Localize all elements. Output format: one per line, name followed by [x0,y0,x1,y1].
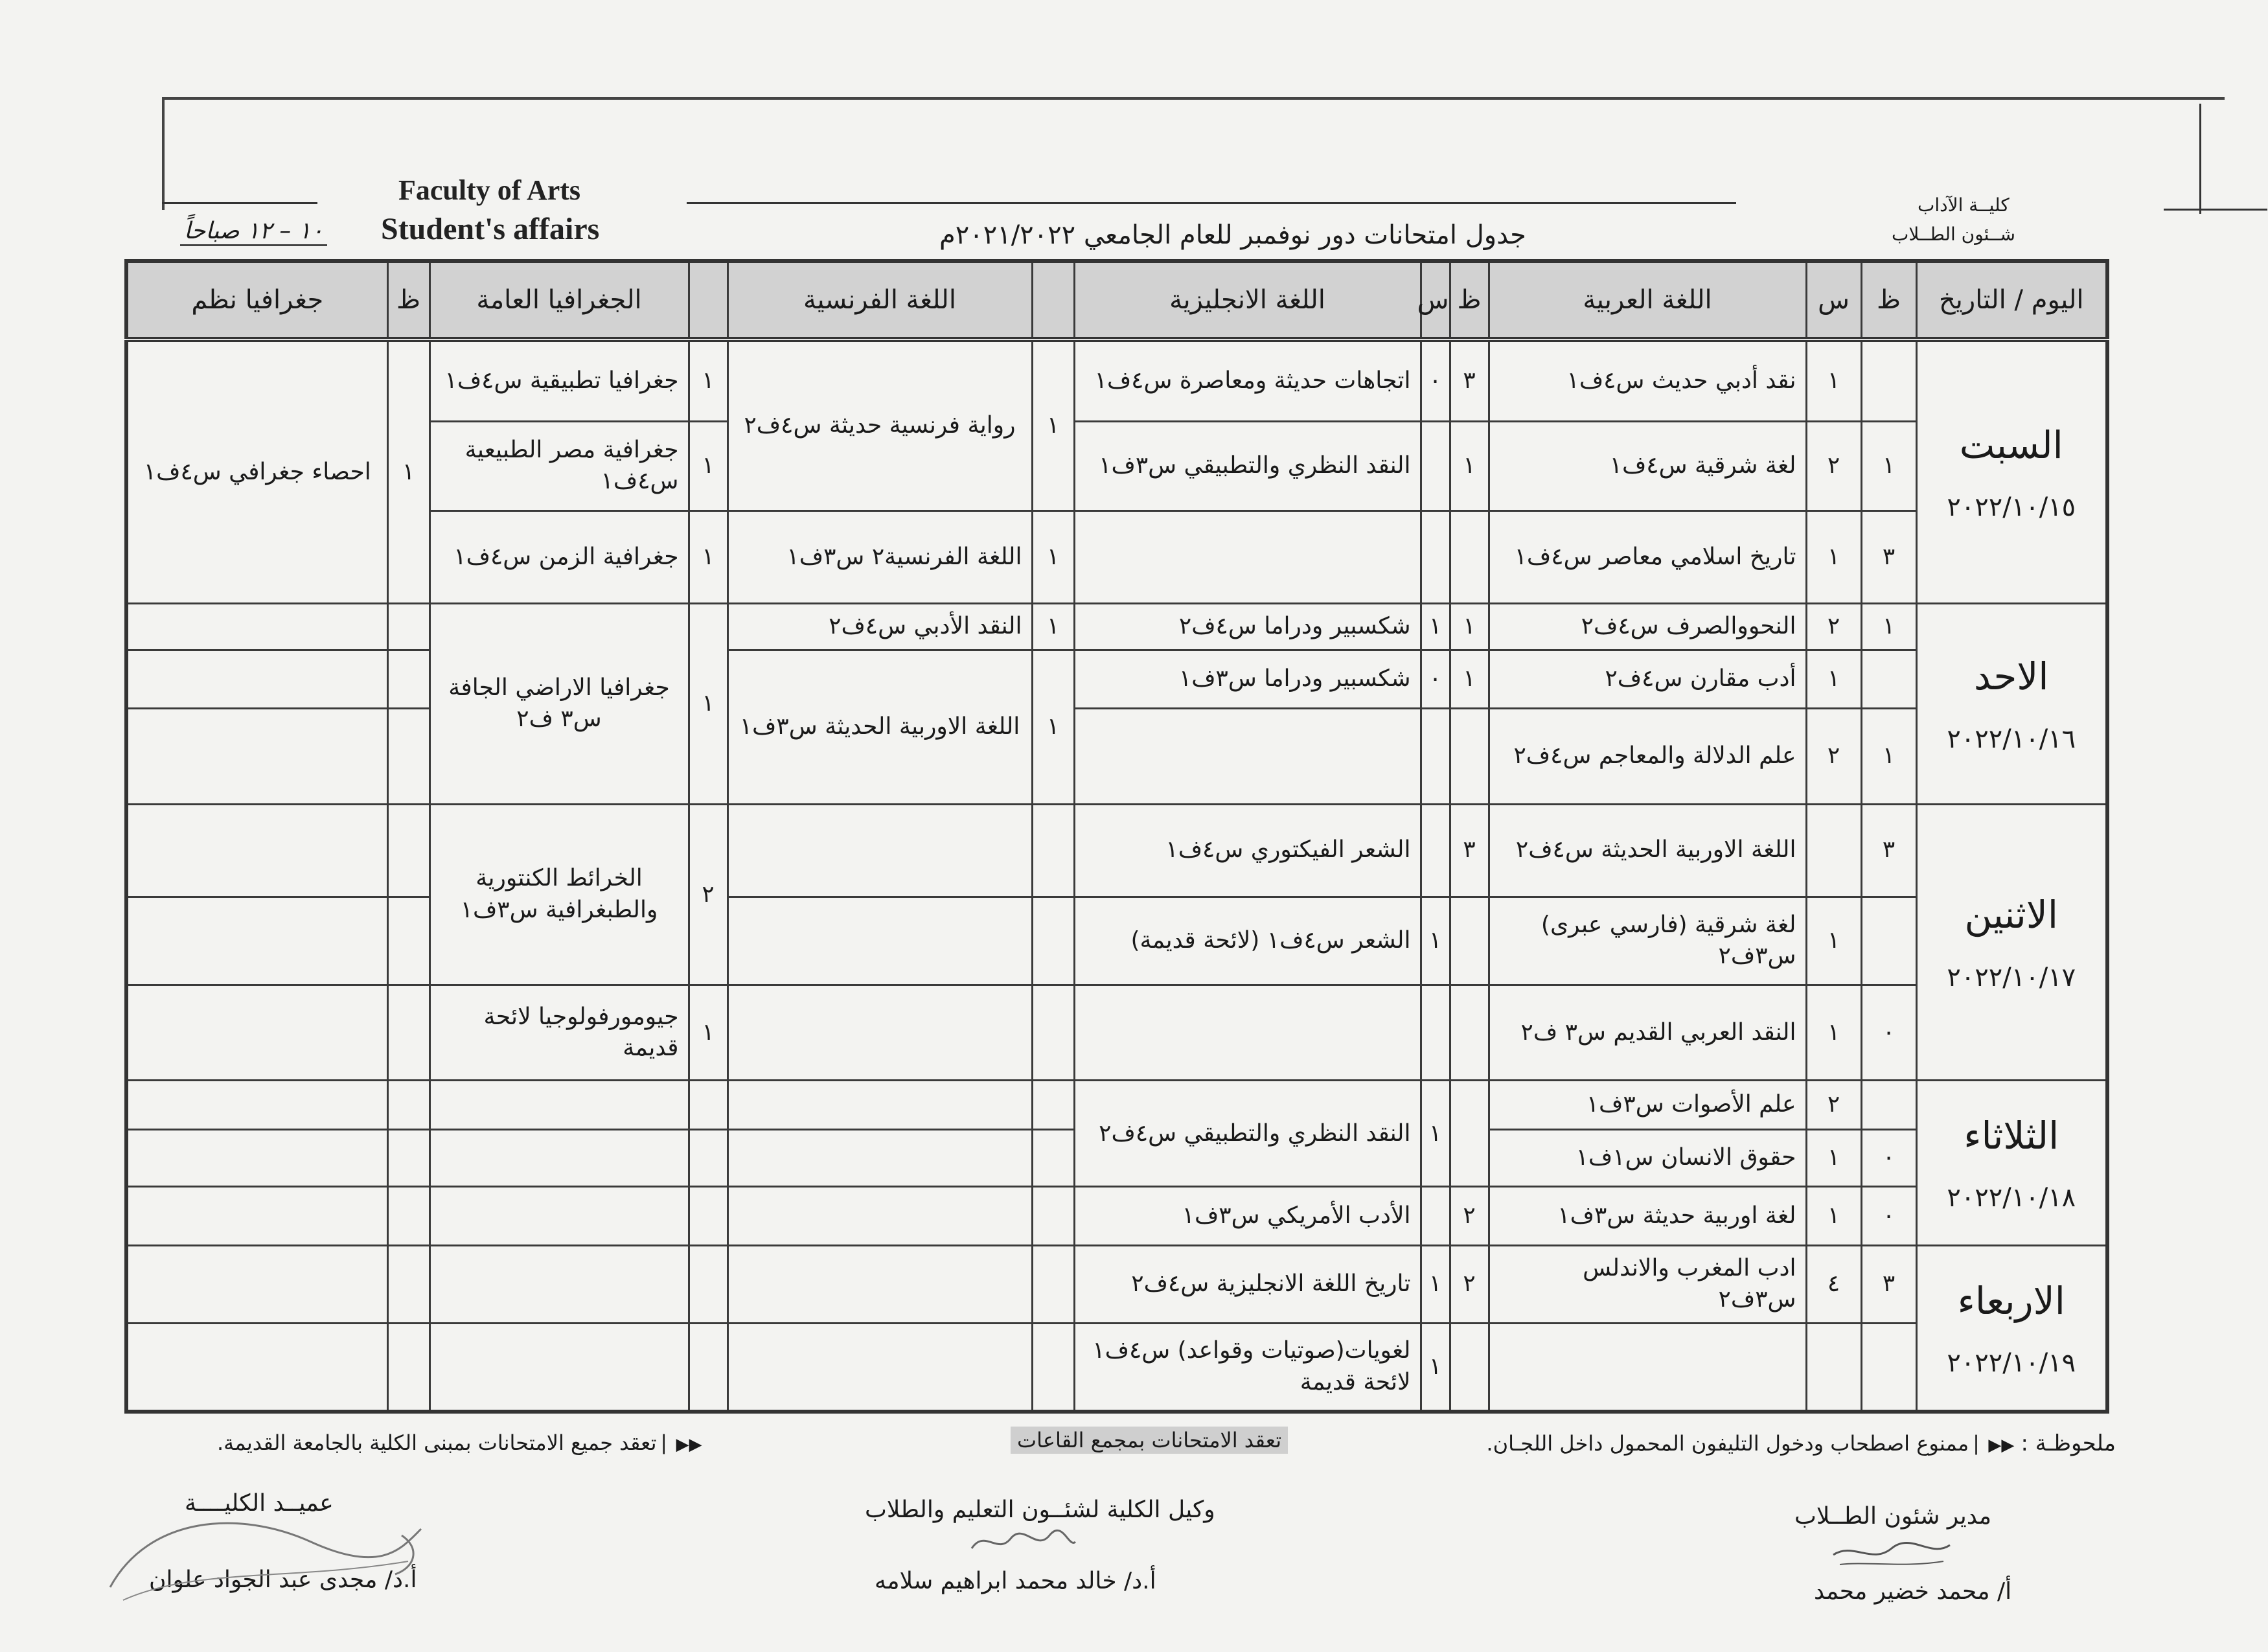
note-halls-text: تعقد الامتحانات بمجمع القاعات [1017,1428,1282,1452]
dean-title: عميــد الكليــــة [185,1490,334,1517]
day-date: ٢٠٢٢/١٠/١٨ [1947,1183,2076,1213]
cell-gs-z [387,897,430,985]
cell-geo-general: جغرافيا الاراضي الجافة س٣ ف٢ [430,604,689,804]
cell-gs-z [387,804,430,897]
cell-english: الشعر س٤ف١ (لائحة قديمة) [1074,897,1421,985]
dean-signature-icon [97,1490,434,1620]
cell-en-s: ١ [1421,604,1450,650]
affairs-ar: شــئون الطــلاب [1892,224,2015,245]
cell-geo-systems [126,1323,387,1412]
vice-signature-icon [965,1516,1082,1568]
cell-z: ٣ [1861,511,1916,604]
cell-gs-z [387,604,430,650]
cell-geo-general [430,1323,689,1412]
table-row [126,650,2107,708]
cell-geo-general [430,1187,689,1245]
cell-geo-general [430,1245,689,1323]
cell-english: اتجاهات حديثة ومعاصرة س٤ف١ [1074,339,1421,421]
cell-fr-n [1032,897,1074,985]
cell-en-s [1421,421,1450,511]
col-fr-n [1032,261,1074,339]
col-english: اللغة الانجليزية [1074,261,1421,339]
cell-geo-systems [126,1245,387,1323]
cell-geo-general: جغرافية مصر الطبيعية س٤ف١ [430,421,689,511]
table-row [126,1323,2107,1412]
day-name: الاربعاء [1957,1278,2065,1323]
cell-english: تاريخ اللغة الانجليزية س٤ف٢ [1074,1245,1421,1323]
cell-fr-n: ١ [1032,339,1074,511]
cell-gs-z [387,1323,430,1412]
cell-geo-systems [126,1187,387,1245]
day-date: ٢٠٢٢/١٠/١٦ [1947,724,2076,754]
note-building [217,1430,702,1455]
cell-fr-n [1032,1081,1074,1130]
cell-gs-z: ١ [387,339,430,604]
cell-fr-n [1032,1245,1074,1323]
cell-z [1861,1323,1916,1412]
cell-en-s [1421,709,1450,804]
notes-line [1486,1430,2116,1456]
cell-gg-n: ١ [689,604,727,804]
cell-z: ١ [1861,709,1916,804]
cell-z [1861,897,1916,985]
day-name: الثلاثاء [1964,1113,2059,1158]
cell-arabic: اللغة الاوربية الحديثة س٤ف٢ [1489,804,1806,897]
cell-en-s: ١ [1421,1245,1450,1323]
cell-gg-n: ١ [689,421,727,511]
cell-en-s [1421,985,1450,1081]
cell-geo-systems [126,804,387,897]
cell-en-z [1450,897,1489,985]
cell-geo-systems [126,604,387,650]
cell-z [1861,339,1916,421]
cell-french [727,1187,1032,1245]
cell-arabic: أدب مقارن س٤ف٢ [1489,650,1806,708]
cell-arabic: نقد أدبي حديث س٤ف١ [1489,339,1806,421]
cell-z: ٠ [1861,1187,1916,1245]
cell-s: ٢ [1806,604,1861,650]
cell-english: شكسبير ودراما س٣ف١ [1074,650,1421,708]
cell-french [727,985,1032,1081]
col-arabic: اللغة العربية [1489,261,1806,339]
cell-en-z: ١ [1450,604,1489,650]
table-row [126,897,2107,985]
cell-gs-z [387,985,430,1081]
cell-s: ١ [1806,1187,1861,1245]
table-row [126,339,2107,421]
cell-en-s: ٠ [1421,339,1450,421]
cell-s: ١ [1806,650,1861,708]
affairs-en: Student's affairs [381,212,600,246]
cell-french [727,1081,1032,1130]
cell-french [727,804,1032,897]
cell-gs-z [387,1245,430,1323]
cell-z: ٣ [1861,804,1916,897]
cell-geo-general: جيومورفولوجيا لائحة قديمة [430,985,689,1081]
col-geo-systems: جغرافيا نظم [126,261,387,339]
col-geo-general: الجغرافيا العامة [430,261,689,339]
cell-z: ٠ [1861,985,1916,1081]
note-halls [1011,1427,1288,1454]
table-row [126,804,2107,897]
cell-en-s: ٠ [1421,650,1450,708]
cell-z: ٣ [1861,1245,1916,1323]
cell-french: اللغة الاوربية الحديثة س٣ف١ [727,650,1032,804]
cell-en-z: ١ [1450,421,1489,511]
table-row [126,709,2107,804]
col-gs-z: ظ [387,261,430,339]
cell-gs-z [387,1187,430,1245]
cell-en-z: ١ [1450,650,1489,708]
cell-french [727,897,1032,985]
cell-gg-n [689,1187,727,1245]
cell-en-z [1450,1323,1489,1412]
header-right-line [2164,209,2267,211]
col-french: اللغة الفرنسية [727,261,1032,339]
cell-arabic: النحووالصرف س٤ف٢ [1489,604,1806,650]
cell-gs-z [387,1081,430,1130]
cell-z: ٠ [1861,1130,1916,1187]
cell-en-z: ٢ [1450,1187,1489,1245]
cell-s: ١ [1806,339,1861,421]
faculty-en: Faculty of Arts [398,174,581,206]
cell-geo-systems [126,985,387,1081]
cell-z: ١ [1861,421,1916,511]
cell-french: اللغة الفرنسية٢ س٣ف١ [727,511,1032,604]
manager-title: مدير شئون الطــلاب [1794,1503,1991,1530]
cell-geo-general: جغرافية الزمن س٤ف١ [430,511,689,604]
cell-gg-n [689,1081,727,1130]
frame-right-mark [2199,104,2201,214]
cell-geo-systems [126,1081,387,1130]
cell-english: الأدب الأمريكي س٣ف١ [1074,1187,1421,1245]
vice-title: وكيل الكلية لشئــون التعليم والطلاب [865,1497,1215,1523]
cell-en-z [1450,709,1489,804]
exam-title: جدول امتحانات دور نوفمبر للعام الجامعي ٢٠٢١/٢٠٢٢م [939,220,1526,250]
day-cell-mon [1916,804,2107,1081]
cell-gs-z [387,1130,430,1187]
cell-fr-n [1032,985,1074,1081]
header-center-line [687,202,1736,204]
cell-arabic [1489,1323,1806,1412]
cell-french [727,1323,1032,1412]
col-en-s: س [1421,261,1450,339]
cell-s: ١ [1806,897,1861,985]
cell-arabic: لغة شرقية (فارسي عبرى) س٣ف٢ [1489,897,1806,985]
cell-en-s: ١ [1421,1323,1450,1412]
cell-arabic: النقد العربي القديم س٣ ف٢ [1489,985,1806,1081]
cell-en-s: ١ [1421,1081,1450,1187]
cell-french: رواية فرنسية حديثة س٤ف٢ [727,339,1032,511]
cell-fr-n: ١ [1032,650,1074,804]
cell-geo-general: جغرافيا تطبيقية س٤ف١ [430,339,689,421]
notes-label: ملحوظـة : [2021,1430,2116,1456]
cell-z [1861,1081,1916,1130]
cell-geo-general [430,1081,689,1130]
cell-french [727,1245,1032,1323]
cell-s: ٤ [1806,1245,1861,1323]
cell-geo-systems [126,1130,387,1187]
arrow-icon: ▶▶▏ [1975,1436,2015,1455]
cell-arabic: لغة شرقية س٤ف١ [1489,421,1806,511]
table-row [126,985,2107,1081]
cell-geo-systems [126,709,387,804]
cell-fr-n [1032,1130,1074,1187]
cell-gg-n: ١ [689,511,727,604]
cell-en-s: ١ [1421,897,1450,985]
note-building-text: تعقد جميع الامتحانات بمبنى الكلية بالجامعة القديمة. [217,1430,657,1455]
table-row [126,1187,2107,1245]
cell-fr-n: ١ [1032,604,1074,650]
cell-arabic: لغة اوربية حديثة س٣ف١ [1489,1187,1806,1245]
cell-arabic: تاريخ اسلامي معاصر س٤ف١ [1489,511,1806,604]
header-row [126,261,2107,339]
manager-name: أ/ محمد خضير محمد [1814,1578,2012,1605]
col-z: ظ [1861,261,1916,339]
cell-geo-general [430,1130,689,1187]
cell-s: ٢ [1806,421,1861,511]
note-phone: ممنوع اصطحاب ودخول التليفون المحمول داخل اللجـان. [1486,1431,1969,1456]
cell-s: ٢ [1806,709,1861,804]
cell-arabic: حقوق الانسان س١ف١ [1489,1130,1806,1187]
cell-french: النقد الأدبي س٤ف٢ [727,604,1032,650]
cell-gg-n [689,1323,727,1412]
cell-fr-n: ١ [1032,511,1074,604]
cell-en-s [1421,511,1450,604]
cell-s [1806,804,1861,897]
manager-signature-icon [1827,1529,1956,1574]
time-label: ١٠ – ١٢ صباحاً [180,218,327,246]
cell-en-z: ٣ [1450,804,1489,897]
cell-s [1806,1323,1861,1412]
cell-fr-n [1032,1187,1074,1245]
cell-geo-systems [126,897,387,985]
cell-en-s [1421,804,1450,897]
day-cell-sat [1916,339,2107,604]
col-en-z: ظ [1450,261,1489,339]
cell-english [1074,709,1421,804]
table-row [126,1245,2107,1323]
cell-z: ١ [1861,604,1916,650]
cell-gg-n: ١ [689,985,727,1081]
cell-en-z: ٣ [1450,339,1489,421]
cell-s: ١ [1806,1130,1861,1187]
cell-gg-n [689,1130,727,1187]
cell-arabic: علم الأصوات س٣ف١ [1489,1081,1806,1130]
day-cell-sun [1916,604,2107,804]
cell-gg-n: ٢ [689,804,727,985]
cell-english: شكسبير ودراما س٤ف٢ [1074,604,1421,650]
cell-english: النقد النظري والتطبيقي س٣ف١ [1074,421,1421,511]
cell-en-z [1450,985,1489,1081]
cell-geo-general: الخرائط الكنتورية والطبغرافية س٣ف١ [430,804,689,985]
vice-name: أ.د/ خالد محمد ابراهيم سلامه [875,1568,1156,1594]
cell-fr-n [1032,1323,1074,1412]
day-name: السبت [1959,423,2063,467]
day-date: ٢٠٢٢/١٠/١٧ [1947,962,2076,992]
day-cell-tue [1916,1081,2107,1245]
day-cell-wed [1916,1245,2107,1412]
cell-english: الشعر الفيكتوري س٤ف١ [1074,804,1421,897]
header-left-underline [162,202,317,204]
faculty-ar: كليــة الآداب [1918,194,2010,216]
cell-geo-systems: احصاء جغرافي س٤ف١ [126,339,387,604]
table-row [126,1081,2107,1130]
dean-name: أ.د/ مجدى عبد الجواد علوان [149,1566,417,1593]
cell-english [1074,985,1421,1081]
cell-en-z [1450,511,1489,604]
cell-english [1074,511,1421,604]
col-day-date: اليوم / التاريخ [1916,261,2107,339]
cell-french [727,1130,1032,1187]
cell-en-z: ٢ [1450,1245,1489,1323]
day-name: الاحد [1974,654,2049,699]
schedule-table [124,259,2109,1414]
cell-gs-z [387,650,430,708]
arrow-icon: ▶▶▏ [663,1435,702,1454]
cell-arabic: ادب المغرب والاندلس س٣ف٢ [1489,1245,1806,1323]
cell-english: النقد النظري والتطبيقي س٤ف٢ [1074,1081,1421,1187]
cell-geo-systems [126,650,387,708]
cell-s: ٢ [1806,1081,1861,1130]
col-gg-n [689,261,727,339]
cell-en-s [1421,1187,1450,1245]
cell-s: ١ [1806,985,1861,1081]
cell-arabic: علم الدلالة والمعاجم س٤ف٢ [1489,709,1806,804]
table-row [126,604,2107,650]
cell-english: لغويات(صوتيات وقواعد) س٤ف١ لائحة قديمة [1074,1323,1421,1412]
day-date: ٢٠٢٢/١٠/١٥ [1947,492,2076,523]
col-s: س [1806,261,1861,339]
day-date: ٢٠٢٢/١٠/١٩ [1947,1348,2076,1379]
cell-gg-n [689,1245,727,1323]
cell-s: ١ [1806,511,1861,604]
cell-fr-n [1032,804,1074,897]
day-name: الاثنين [1964,893,2058,937]
cell-z [1861,650,1916,708]
cell-gg-n: ١ [689,339,727,421]
cell-gs-z [387,709,430,804]
cell-en-z [1450,1081,1489,1187]
